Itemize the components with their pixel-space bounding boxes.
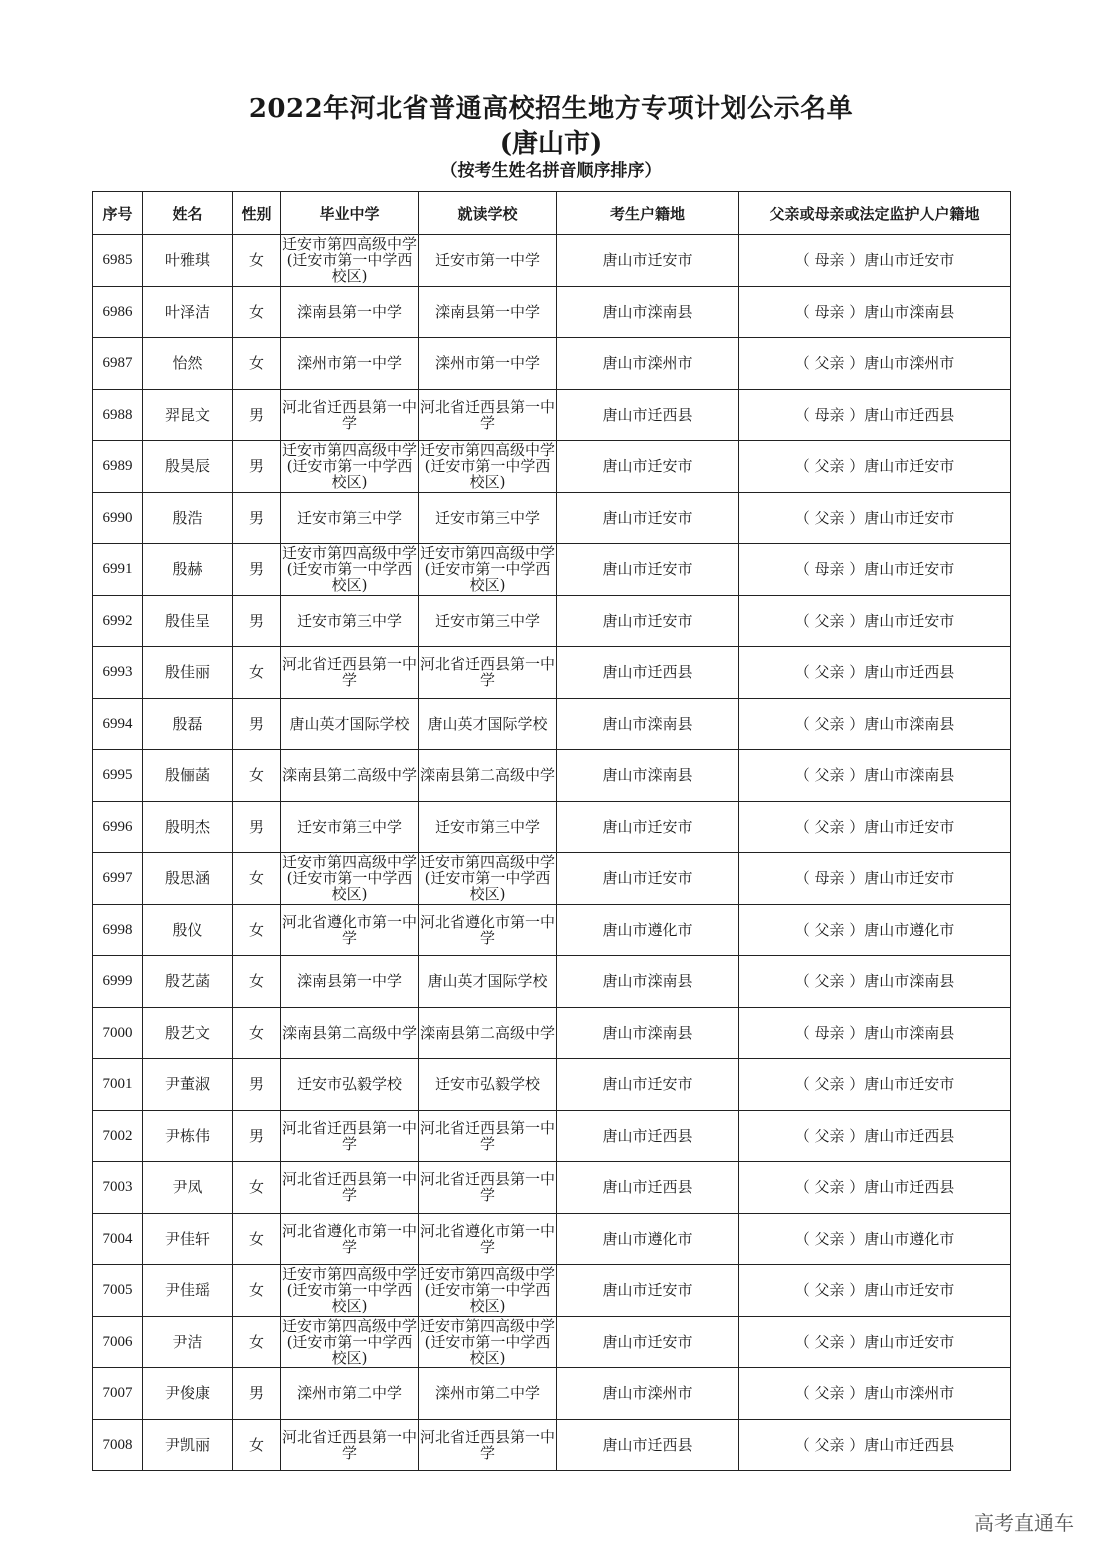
cell-student-hukou: 唐山市迁安市	[557, 544, 739, 596]
cell-current-school: 迁安市第四高级中学(迁安市第一中学西校区)	[420, 853, 556, 904]
cell-graduation-school: 河北省迁西县第一中学	[281, 1162, 419, 1214]
cell-gender: 男	[233, 698, 281, 750]
cell-current-school: 河北省遵化市第一中学	[419, 1213, 557, 1265]
cell-student-hukou: 唐山市迁安市	[557, 441, 739, 493]
cell-name: 尹洁	[143, 1316, 233, 1368]
cell-graduation-school: 迁安市第四高级中学(迁安市第一中学西校区)	[282, 1265, 418, 1316]
cell-student-hukou: 唐山市迁安市	[557, 853, 739, 905]
table-row	[93, 750, 1011, 802]
cell-current-school: 迁安市第三中学	[419, 801, 557, 853]
cell-graduation-school: 滦南县第一中学	[281, 286, 419, 338]
cell-student-hukou: 唐山市迁西县	[557, 389, 739, 441]
cell-name: 殷明杰	[143, 801, 233, 853]
cell-parent-hukou: （ 父亲 ）唐山市迁安市	[739, 492, 1011, 544]
cell-current-school: 河北省遵化市第一中学	[419, 904, 557, 956]
table-row	[93, 1162, 1011, 1214]
cell-gender: 女	[233, 235, 281, 287]
cell-parent-hukou: （ 父亲 ）唐山市滦南县	[739, 956, 1011, 1008]
cell-name: 殷思涵	[143, 853, 233, 905]
cell-seq: 6994	[93, 698, 143, 750]
cell-name: 殷昊辰	[143, 441, 233, 493]
cell-name: 尹俊康	[143, 1368, 233, 1420]
cell-parent-hukou: （ 父亲 ）唐山市滦南县	[739, 750, 1011, 802]
cell-graduation-school: 迁安市第四高级中学(迁安市第一中学西校区)	[282, 441, 418, 492]
cell-student-hukou: 唐山市迁西县	[557, 1110, 739, 1162]
cell-parent-hukou: （ 父亲 ）唐山市迁西县	[739, 1419, 1011, 1471]
cell-graduation-school: 迁安市第四高级中学(迁安市第一中学西校区)	[282, 853, 418, 904]
cell-gender: 男	[233, 544, 281, 596]
cell-parent-hukou: （ 父亲 ）唐山市遵化市	[739, 904, 1011, 956]
cell-parent-hukou: （ 父亲 ）唐山市迁西县	[739, 647, 1011, 699]
cell-student-hukou: 唐山市滦南县	[557, 286, 739, 338]
cell-name: 殷佳丽	[143, 647, 233, 699]
cell-gender: 女	[233, 286, 281, 338]
cell-seq: 6997	[93, 853, 143, 905]
cell-student-hukou: 唐山市迁安市	[557, 235, 739, 287]
cell-current-school: 河北省迁西县第一中学	[419, 389, 557, 441]
cell-gender: 女	[233, 1316, 281, 1368]
table-row	[93, 647, 1011, 699]
cell-student-hukou: 唐山市滦州市	[557, 338, 739, 390]
cell-current-school: 河北省迁西县第一中学	[419, 1419, 557, 1471]
table-row	[93, 801, 1011, 853]
cell-graduation-school: 迁安市第四高级中学(迁安市第一中学西校区)	[282, 235, 418, 286]
cell-graduation-school: 迁安市第三中学	[281, 492, 419, 544]
table-row	[93, 338, 1011, 390]
cell-name: 殷俪菡	[143, 750, 233, 802]
table-row	[93, 698, 1011, 750]
cell-gender: 男	[233, 1368, 281, 1420]
cell-name: 叶泽洁	[143, 286, 233, 338]
col-header-current-school: 就读学校	[419, 192, 557, 235]
cell-current-school: 迁安市第三中学	[419, 492, 557, 544]
cell-name: 怡然	[143, 338, 233, 390]
table-row	[93, 441, 1011, 493]
table-row	[93, 235, 1011, 287]
cell-parent-hukou: （ 父亲 ）唐山市迁安市	[739, 801, 1011, 853]
cell-student-hukou: 唐山市迁安市	[557, 492, 739, 544]
cell-current-school: 滦南县第一中学	[419, 286, 557, 338]
cell-student-hukou: 唐山市迁西县	[557, 1419, 739, 1471]
cell-parent-hukou: （ 父亲 ）唐山市遵化市	[739, 1213, 1011, 1265]
cell-student-hukou: 唐山市迁安市	[557, 801, 739, 853]
cell-name: 尹董淑	[143, 1059, 233, 1111]
cell-seq: 6990	[93, 492, 143, 544]
cell-seq: 7006	[93, 1316, 143, 1368]
table-row	[93, 286, 1011, 338]
cell-graduation-school: 滦南县第一中学	[281, 956, 419, 1008]
cell-parent-hukou: （ 母亲 ）唐山市迁安市	[739, 544, 1011, 596]
cell-gender: 男	[233, 801, 281, 853]
table-body	[93, 235, 1011, 1471]
cell-seq: 7008	[93, 1419, 143, 1471]
cell-student-hukou: 唐山市迁安市	[557, 595, 739, 647]
table-row	[93, 544, 1011, 596]
cell-gender: 男	[233, 595, 281, 647]
cell-parent-hukou: （ 母亲 ）唐山市迁西县	[739, 389, 1011, 441]
cell-parent-hukou: （ 母亲 ）唐山市滦南县	[739, 286, 1011, 338]
cell-graduation-school: 滦南县第二高级中学	[281, 750, 419, 802]
cell-seq: 6993	[93, 647, 143, 699]
cell-gender: 女	[233, 338, 281, 390]
cell-seq: 6991	[93, 544, 143, 596]
cell-graduation-school: 迁安市第四高级中学(迁安市第一中学西校区)	[282, 544, 418, 595]
cell-student-hukou: 唐山市滦南县	[557, 956, 739, 1008]
cell-graduation-school: 河北省迁西县第一中学	[281, 1419, 419, 1471]
cell-seq: 6996	[93, 801, 143, 853]
cell-student-hukou: 唐山市迁安市	[557, 1316, 739, 1368]
cell-graduation-school: 唐山英才国际学校	[281, 698, 419, 750]
cell-name: 尹佳瑶	[143, 1265, 233, 1317]
col-header-student-hukou: 考生户籍地	[557, 192, 739, 235]
cell-name: 尹栋伟	[143, 1110, 233, 1162]
cell-seq: 6992	[93, 595, 143, 647]
table-row	[93, 1059, 1011, 1111]
cell-seq: 7004	[93, 1213, 143, 1265]
cell-name: 殷艺菡	[143, 956, 233, 1008]
cell-current-school: 迁安市第四高级中学(迁安市第一中学西校区)	[420, 1265, 556, 1316]
cell-parent-hukou: （ 父亲 ）唐山市滦州市	[739, 1368, 1011, 1420]
cell-student-hukou: 唐山市迁西县	[557, 1162, 739, 1214]
document-title: 2022年河北省普通高校招生地方专项计划公示名单	[248, 94, 854, 124]
cell-name: 殷磊	[143, 698, 233, 750]
cell-gender: 男	[233, 1110, 281, 1162]
cell-current-school: 迁安市第一中学	[419, 235, 557, 287]
cell-parent-hukou: （ 母亲 ）唐山市滦南县	[739, 1007, 1011, 1059]
table-row	[93, 1419, 1011, 1471]
cell-student-hukou: 唐山市滦南县	[557, 750, 739, 802]
col-header-name: 姓名	[143, 192, 233, 235]
cell-parent-hukou: （ 父亲 ）唐山市滦州市	[739, 338, 1011, 390]
cell-graduation-school: 迁安市第三中学	[281, 801, 419, 853]
cell-graduation-school: 迁安市第四高级中学(迁安市第一中学西校区)	[282, 1316, 418, 1367]
cell-current-school: 迁安市第三中学	[419, 595, 557, 647]
cell-seq: 7007	[93, 1368, 143, 1420]
table-row	[93, 1110, 1011, 1162]
cell-current-school: 迁安市第四高级中学(迁安市第一中学西校区)	[420, 441, 556, 492]
col-header-gender: 性别	[233, 192, 281, 235]
cell-seq: 6989	[93, 441, 143, 493]
cell-current-school: 河北省迁西县第一中学	[419, 1110, 557, 1162]
cell-gender: 女	[233, 1007, 281, 1059]
cell-student-hukou: 唐山市迁安市	[557, 1265, 739, 1317]
cell-parent-hukou: （ 母亲 ）唐山市迁安市	[739, 235, 1011, 287]
cell-seq: 7002	[93, 1110, 143, 1162]
document-subtitle-city: (唐山市)	[499, 129, 603, 159]
table-header-row	[93, 192, 1011, 235]
cell-current-school: 滦南县第二高级中学	[419, 1007, 557, 1059]
cell-seq: 6999	[93, 956, 143, 1008]
cell-graduation-school: 河北省遵化市第一中学	[281, 904, 419, 956]
cell-gender: 女	[233, 853, 281, 905]
table-row	[93, 595, 1011, 647]
cell-current-school: 迁安市第四高级中学(迁安市第一中学西校区)	[420, 544, 556, 595]
cell-graduation-school: 迁安市弘毅学校	[281, 1059, 419, 1111]
cell-seq: 6988	[93, 389, 143, 441]
cell-student-hukou: 唐山市遵化市	[557, 1213, 739, 1265]
cell-seq: 6987	[93, 338, 143, 390]
cell-gender: 女	[233, 1419, 281, 1471]
cell-seq: 6985	[93, 235, 143, 287]
cell-current-school: 河北省迁西县第一中学	[419, 1162, 557, 1214]
cell-graduation-school: 滦南县第二高级中学	[281, 1007, 419, 1059]
cell-seq: 6998	[93, 904, 143, 956]
col-header-graduation-school: 毕业中学	[281, 192, 419, 235]
cell-parent-hukou: （ 父亲 ）唐山市迁安市	[739, 595, 1011, 647]
table-row	[93, 853, 1011, 905]
table-row	[93, 492, 1011, 544]
cell-gender: 女	[233, 1162, 281, 1214]
cell-name: 殷艺文	[143, 1007, 233, 1059]
document-sort-note: （按考生姓名拼音顺序排序）	[440, 161, 662, 181]
col-header-seq: 序号	[93, 192, 143, 235]
cell-student-hukou: 唐山市滦南县	[557, 1007, 739, 1059]
cell-seq: 7005	[93, 1265, 143, 1317]
cell-gender: 女	[233, 1213, 281, 1265]
cell-seq: 6986	[93, 286, 143, 338]
cell-current-school: 迁安市弘毅学校	[419, 1059, 557, 1111]
cell-name: 殷赫	[143, 544, 233, 596]
cell-name: 殷浩	[143, 492, 233, 544]
cell-name: 羿昆文	[143, 389, 233, 441]
cell-graduation-school: 河北省迁西县第一中学	[281, 647, 419, 699]
cell-parent-hukou: （ 母亲 ）唐山市迁安市	[739, 853, 1011, 905]
cell-current-school: 河北省迁西县第一中学	[419, 647, 557, 699]
cell-name: 尹佳轩	[143, 1213, 233, 1265]
cell-parent-hukou: （ 父亲 ）唐山市迁安市	[739, 441, 1011, 493]
cell-graduation-school: 滦州市第二中学	[281, 1368, 419, 1420]
table-row	[93, 904, 1011, 956]
cell-graduation-school: 滦州市第一中学	[281, 338, 419, 390]
cell-current-school: 唐山英才国际学校	[419, 956, 557, 1008]
cell-student-hukou: 唐山市滦州市	[557, 1368, 739, 1420]
cell-gender: 男	[233, 441, 281, 493]
cell-gender: 女	[233, 956, 281, 1008]
cell-graduation-school: 河北省迁西县第一中学	[281, 389, 419, 441]
cell-parent-hukou: （ 父亲 ）唐山市迁安市	[739, 1316, 1011, 1368]
watermark-text: 高考直通车	[974, 1511, 1074, 1535]
cell-current-school: 滦州市第一中学	[419, 338, 557, 390]
cell-parent-hukou: （ 父亲 ）唐山市迁安市	[739, 1059, 1011, 1111]
table-row	[93, 956, 1011, 1008]
table-row	[93, 1213, 1011, 1265]
table-row	[93, 389, 1011, 441]
cell-seq: 7001	[93, 1059, 143, 1111]
cell-seq: 7003	[93, 1162, 143, 1214]
cell-name: 殷仪	[143, 904, 233, 956]
cell-parent-hukou: （ 父亲 ）唐山市滦南县	[739, 698, 1011, 750]
cell-gender: 男	[233, 1059, 281, 1111]
cell-current-school: 唐山英才国际学校	[419, 698, 557, 750]
col-header-parent-hukou: 父亲或母亲或法定监护人户籍地	[739, 192, 1011, 235]
cell-parent-hukou: （ 父亲 ）唐山市迁安市	[739, 1265, 1011, 1317]
table-row	[93, 1265, 1011, 1317]
cell-gender: 女	[233, 647, 281, 699]
cell-gender: 男	[233, 389, 281, 441]
cell-gender: 女	[233, 904, 281, 956]
cell-student-hukou: 唐山市迁西县	[557, 647, 739, 699]
cell-graduation-school: 河北省遵化市第一中学	[281, 1213, 419, 1265]
cell-name: 尹凤	[143, 1162, 233, 1214]
cell-name: 尹凯丽	[143, 1419, 233, 1471]
cell-student-hukou: 唐山市遵化市	[557, 904, 739, 956]
cell-name: 殷佳呈	[143, 595, 233, 647]
cell-gender: 女	[233, 1265, 281, 1317]
cell-parent-hukou: （ 父亲 ）唐山市迁西县	[739, 1162, 1011, 1214]
table-row	[93, 1368, 1011, 1420]
cell-current-school: 迁安市第四高级中学(迁安市第一中学西校区)	[420, 1316, 556, 1367]
table-row	[93, 1316, 1011, 1368]
cell-gender: 男	[233, 492, 281, 544]
cell-graduation-school: 河北省迁西县第一中学	[281, 1110, 419, 1162]
table-row	[93, 1007, 1011, 1059]
cell-seq: 6995	[93, 750, 143, 802]
cell-gender: 女	[233, 750, 281, 802]
admission-list-table	[92, 191, 1011, 1471]
cell-graduation-school: 迁安市第三中学	[281, 595, 419, 647]
cell-current-school: 滦南县第二高级中学	[419, 750, 557, 802]
cell-name: 叶雅琪	[143, 235, 233, 287]
cell-seq: 7000	[93, 1007, 143, 1059]
cell-student-hukou: 唐山市滦南县	[557, 698, 739, 750]
cell-current-school: 滦州市第二中学	[419, 1368, 557, 1420]
cell-student-hukou: 唐山市迁安市	[557, 1059, 739, 1111]
cell-parent-hukou: （ 父亲 ）唐山市迁西县	[739, 1110, 1011, 1162]
